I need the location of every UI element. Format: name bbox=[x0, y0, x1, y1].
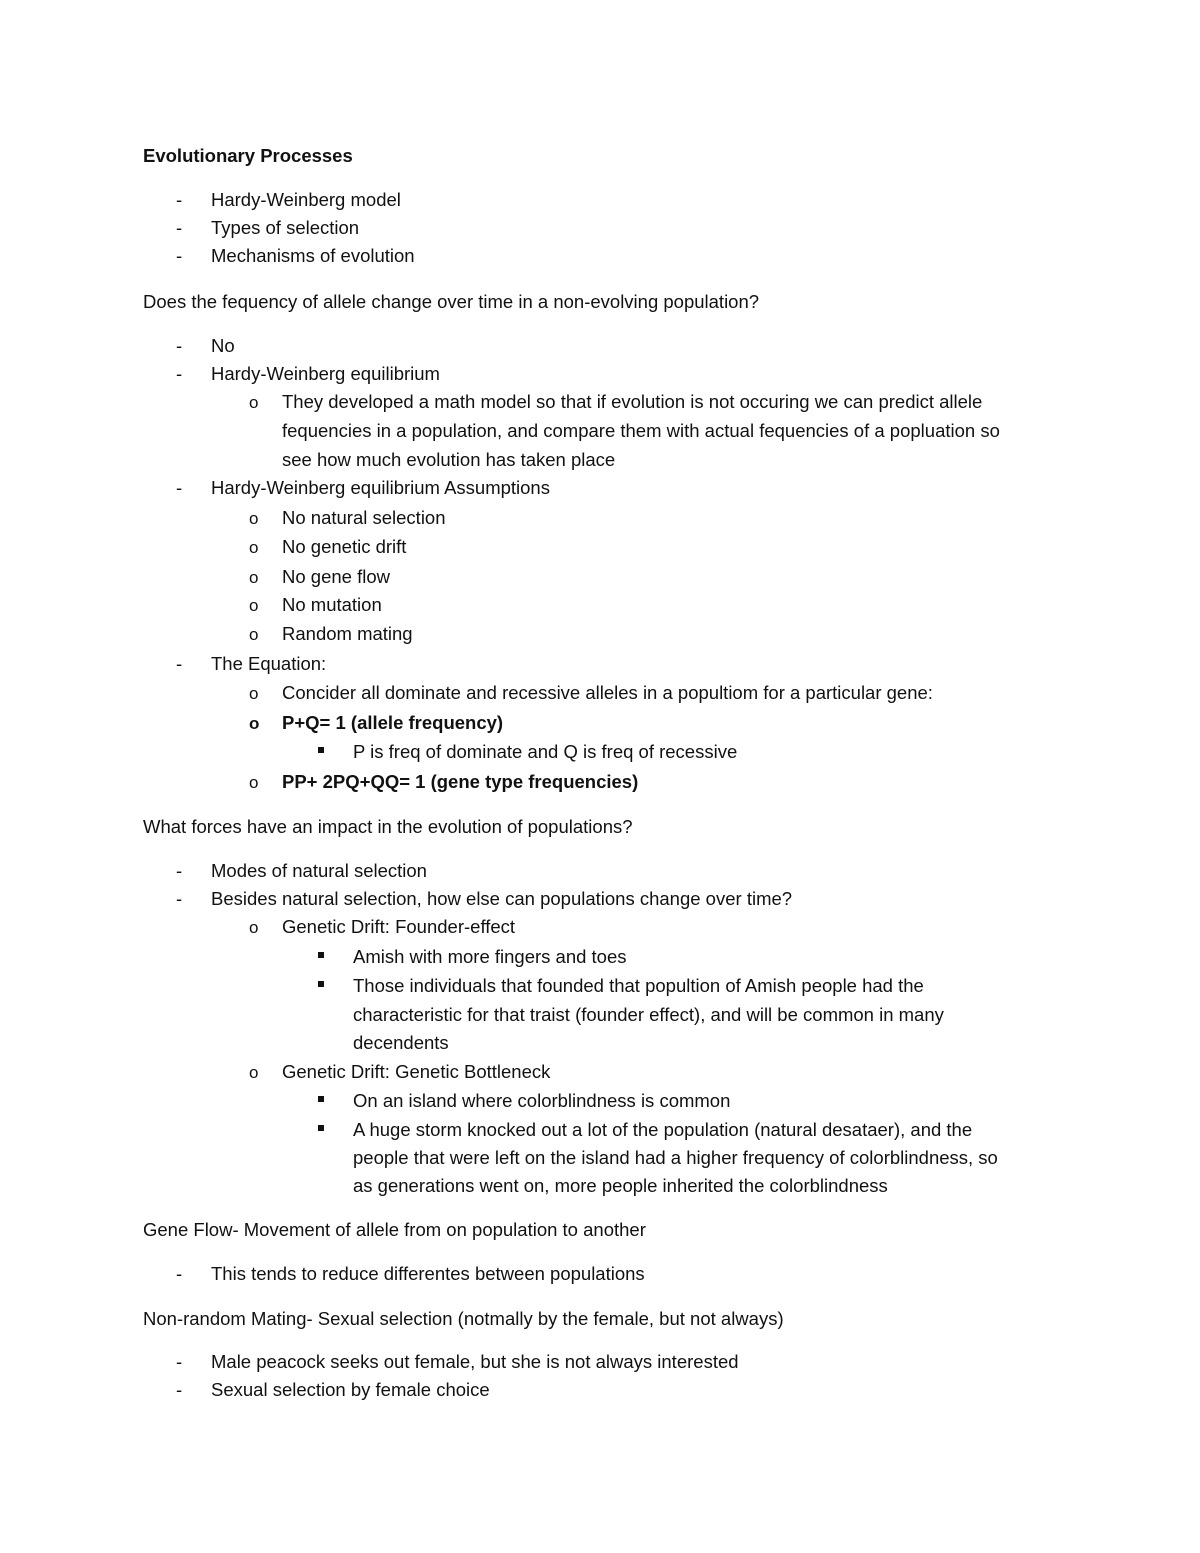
sub-sub-item: P is freq of dominate and Q is freq of recessive bbox=[353, 741, 738, 762]
dash-bullet: - bbox=[176, 888, 183, 909]
circle-bullet: o bbox=[249, 918, 259, 937]
sub-item: Genetic Drift: Founder-effect bbox=[282, 916, 516, 937]
dash-bullet: - bbox=[176, 363, 183, 384]
sub-item-continued: fequencies in a population, and compare them with actual fequencies of a popluation so bbox=[282, 420, 1000, 441]
assumption-item: Random mating bbox=[282, 623, 413, 644]
sub-sub-item-continued: as generations went on, more people inherited the colorblindness bbox=[353, 1175, 888, 1196]
dash-bullet: - bbox=[176, 653, 183, 674]
square-bullet bbox=[318, 1096, 324, 1102]
equation-allele: P+Q= 1 (allele frequency) bbox=[282, 712, 504, 733]
square-bullet bbox=[318, 747, 324, 753]
sub-item-continued: see how much evolution has taken place bbox=[282, 449, 616, 470]
section-heading: Gene Flow- Movement of allele from on population to another bbox=[143, 1219, 646, 1240]
list-item: Hardy-Weinberg equilibrium bbox=[211, 363, 440, 384]
dash-bullet: - bbox=[176, 217, 183, 238]
square-bullet bbox=[318, 1125, 324, 1131]
circle-bullet: o bbox=[249, 596, 259, 615]
list-item: Male peacock seeks out female, but she is not always interested bbox=[211, 1351, 739, 1372]
sub-sub-item: A huge storm knocked out a lot of the population (natural desataer), and the bbox=[353, 1119, 973, 1140]
sub-item: They developed a math model so that if evolution is not occuring we can predict allele bbox=[282, 391, 983, 412]
dash-bullet: - bbox=[176, 477, 183, 498]
assumption-item: No natural selection bbox=[282, 507, 446, 528]
list-item: Hardy-Weinberg equilibrium Assumptions bbox=[211, 477, 550, 498]
dash-bullet: - bbox=[176, 860, 183, 881]
sub-sub-item: On an island where colorblindness is common bbox=[353, 1090, 731, 1111]
sub-sub-item-continued: decendents bbox=[353, 1032, 449, 1053]
dash-bullet: - bbox=[176, 189, 183, 210]
sub-sub-item-continued: people that were left on the island had a higher frequency of colorblindness, so bbox=[353, 1147, 998, 1168]
intro-item: Hardy-Weinberg model bbox=[211, 189, 401, 210]
sub-sub-item: Those individuals that founded that popultion of Amish people had the bbox=[353, 975, 924, 996]
sub-item: Genetic Drift: Genetic Bottleneck bbox=[282, 1061, 551, 1082]
section-heading: Non-random Mating- Sexual selection (notmally by the female, but not always) bbox=[143, 1308, 784, 1329]
page-title: Evolutionary Processes bbox=[143, 145, 353, 166]
question-heading: Does the fequency of allele change over time in a non-evolving population? bbox=[143, 291, 760, 312]
circle-bullet: o bbox=[249, 568, 259, 587]
list-item: Sexual selection by female choice bbox=[211, 1379, 490, 1400]
circle-bullet: o bbox=[249, 509, 259, 528]
assumption-item: No gene flow bbox=[282, 566, 390, 587]
list-item: Besides natural selection, how else can populations change over time? bbox=[211, 888, 793, 909]
intro-item: Mechanisms of evolution bbox=[211, 245, 415, 266]
dash-bullet: - bbox=[176, 1263, 183, 1284]
circle-bullet: o bbox=[249, 538, 259, 557]
list-item: This tends to reduce differentes between populations bbox=[211, 1263, 645, 1284]
equation-genotype: PP+ 2PQ+QQ= 1 (gene type frequencies) bbox=[282, 771, 639, 792]
intro-item: Types of selection bbox=[211, 217, 360, 238]
sub-sub-item: Amish with more fingers and toes bbox=[353, 946, 627, 967]
circle-bullet: o bbox=[249, 393, 259, 412]
circle-bullet: o bbox=[249, 714, 260, 733]
dash-bullet: - bbox=[176, 245, 183, 266]
dash-bullet: - bbox=[176, 335, 183, 356]
assumption-item: No mutation bbox=[282, 594, 382, 615]
sub-item: Concider all dominate and recessive alleles in a popultiom for a particular gene: bbox=[282, 682, 933, 703]
sub-sub-item-continued: characteristic for that traist (founder effect), and will be common in many bbox=[353, 1004, 944, 1025]
dash-bullet: - bbox=[176, 1379, 183, 1400]
circle-bullet: o bbox=[249, 773, 259, 792]
square-bullet bbox=[318, 952, 324, 958]
square-bullet bbox=[318, 981, 324, 987]
circle-bullet: o bbox=[249, 625, 259, 644]
list-item: No bbox=[211, 335, 235, 356]
question-heading: What forces have an impact in the evolution of populations? bbox=[143, 816, 633, 837]
assumption-item: No genetic drift bbox=[282, 536, 407, 557]
circle-bullet: o bbox=[249, 684, 259, 703]
dash-bullet: - bbox=[176, 1351, 183, 1372]
list-item: The Equation: bbox=[211, 653, 327, 674]
list-item: Modes of natural selection bbox=[211, 860, 427, 881]
circle-bullet: o bbox=[249, 1063, 259, 1082]
